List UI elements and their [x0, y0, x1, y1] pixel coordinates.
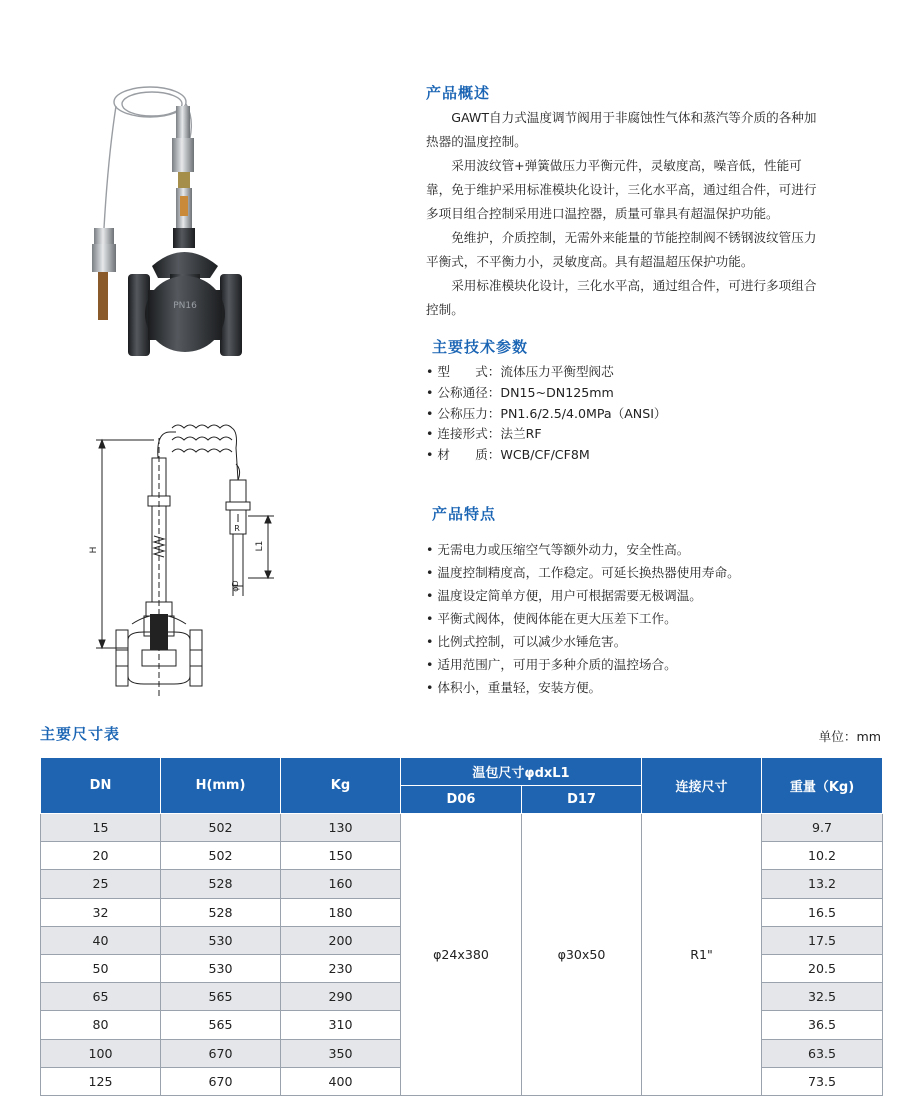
header-dn: DN — [41, 758, 161, 814]
cell-dn: 50 — [41, 954, 161, 982]
spec-item: • 公称压力：PN1.6/2.5/4.0MPa（ANSI） — [426, 405, 667, 421]
cell-h: 530 — [161, 954, 281, 982]
cell-d06: φ24x380 — [401, 814, 522, 1096]
table-title: 主要尺寸表 — [40, 725, 121, 743]
header-conn: 连接尺寸 — [642, 758, 762, 814]
cell-h: 670 — [161, 1067, 281, 1095]
cell-dn: 25 — [41, 870, 161, 898]
cell-dn: 65 — [41, 983, 161, 1011]
cell-weight: 16.5 — [762, 898, 883, 926]
cell-dn: 32 — [41, 898, 161, 926]
spec-item: • 连接形式：法兰RF — [426, 426, 542, 442]
spec-item: • 材 质：WCB/CF/CF8M — [426, 447, 590, 463]
cell-weight: 20.5 — [762, 954, 883, 982]
cell-dn: 125 — [41, 1067, 161, 1095]
cell-kg: 310 — [281, 1011, 401, 1039]
spec-item: • 公称通径：DN15~DN125mm — [426, 384, 614, 400]
cell-kg: 180 — [281, 898, 401, 926]
feature-item: • 平衡式阀体，使阀体能在更大压差下工作。 — [426, 611, 677, 626]
cell-kg: 290 — [281, 983, 401, 1011]
overview-paragraph: 免维护，介质控制，无需外来能量的节能控制阀不锈钢波纹管压力平衡式，不平衡力小，灵敏度高。具有超温超压保护功能。 — [426, 230, 817, 269]
cell-dn: 80 — [41, 1011, 161, 1039]
cell-weight: 9.7 — [762, 814, 883, 842]
cell-h: 502 — [161, 842, 281, 870]
cell-weight: 73.5 — [762, 1067, 883, 1095]
cell-dn: 20 — [41, 842, 161, 870]
feature-item: • 适用范围广，可用于多种介质的温控场合。 — [426, 657, 677, 672]
specs-list — [426, 362, 667, 466]
cell-weight: 32.5 — [762, 983, 883, 1011]
cell-kg: 160 — [281, 870, 401, 898]
feature-item: • 温度控制精度高，工作稳定。可延长换热器使用寿命。 — [426, 565, 740, 580]
header-bulb: 温包尺寸φdxL1 — [401, 758, 642, 786]
cell-h: 565 — [161, 1011, 281, 1039]
cell-kg: 200 — [281, 926, 401, 954]
cell-h: 502 — [161, 814, 281, 842]
cell-conn: R1" — [642, 814, 762, 1096]
cell-weight: 17.5 — [762, 926, 883, 954]
cell-h: 528 — [161, 870, 281, 898]
cell-dn: 15 — [41, 814, 161, 842]
cell-h: 528 — [161, 898, 281, 926]
valve-marking: PN16 — [173, 301, 197, 311]
product-photo — [70, 78, 280, 368]
label-l1: L1 — [255, 540, 265, 552]
header-weight: 重量（Kg) — [762, 758, 883, 814]
unit-label: 单位：mm — [818, 729, 881, 744]
cell-h: 565 — [161, 983, 281, 1011]
table-row — [41, 814, 883, 842]
cell-kg: 130 — [281, 814, 401, 842]
cell-kg: 150 — [281, 842, 401, 870]
overview-paragraph: 采用波纹管+弹簧做压力平衡元件，灵敏度高，噪音低，性能可靠，免于维护采用标准模块化设计，三化水平高，通过组合件，可进行多项目组合控制采用进口温控器，质量可靠具有超温保护功能。 — [426, 158, 817, 221]
cell-kg: 230 — [281, 954, 401, 982]
header-d06: D06 — [401, 786, 522, 814]
cell-dn: 40 — [41, 926, 161, 954]
overview-paragraph: GAWT自力式温度调节阀用于非腐蚀性气体和蒸汽等介质的各种加热器的温度控制。 — [426, 110, 817, 149]
overview-text — [426, 106, 826, 322]
cell-weight: 36.5 — [762, 1011, 883, 1039]
specs-title: 主要技术参数 — [432, 338, 529, 356]
header-kg: Kg — [281, 758, 401, 814]
overview-paragraph: 采用标准模块化设计，三化水平高，通过组合件，可进行多项组合控制。 — [426, 278, 817, 317]
cell-dn: 100 — [41, 1039, 161, 1067]
cell-h: 670 — [161, 1039, 281, 1067]
label-d: φD — [231, 580, 240, 592]
feature-item: • 温度设定简单方便，用户可根据需要无极调温。 — [426, 588, 702, 603]
cell-kg: 400 — [281, 1067, 401, 1095]
cell-weight: 10.2 — [762, 842, 883, 870]
cell-kg: 350 — [281, 1039, 401, 1067]
cell-weight: 13.2 — [762, 870, 883, 898]
features-list — [426, 538, 740, 699]
features-title: 产品特点 — [432, 505, 497, 523]
feature-item: • 无需电力或压缩空气等额外动力，安全性高。 — [426, 542, 690, 557]
cell-h: 530 — [161, 926, 281, 954]
overview-title: 产品概述 — [426, 84, 491, 102]
feature-item: • 比例式控制，可以减少水锤危害。 — [426, 634, 627, 649]
cell-weight: 63.5 — [762, 1039, 883, 1067]
label-r: R — [234, 524, 240, 533]
dimension-drawing — [88, 418, 288, 698]
label-h: H — [89, 546, 99, 554]
dimension-table — [40, 757, 883, 1096]
spec-item: • 型 式：流体压力平衡型阀芯 — [426, 364, 614, 379]
header-d17: D17 — [522, 786, 642, 814]
header-h: H(mm) — [161, 758, 281, 814]
feature-item: • 体积小，重量轻，安装方便。 — [426, 680, 602, 695]
cell-d17: φ30x50 — [522, 814, 642, 1096]
